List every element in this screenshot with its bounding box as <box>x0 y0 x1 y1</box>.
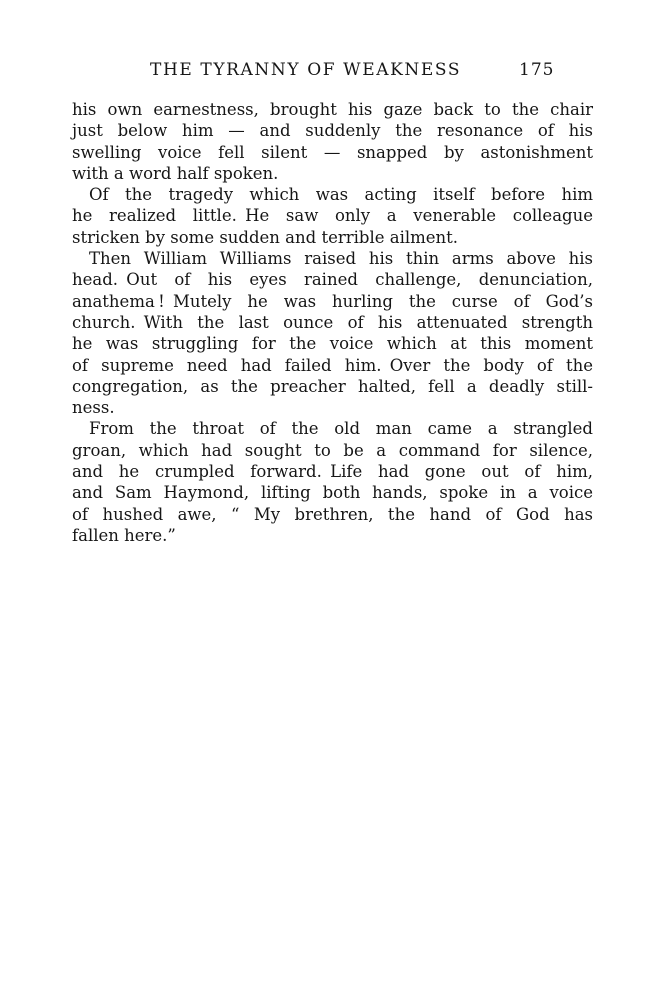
text-line: he realized little. He saw only a venerable colleague <box>72 206 593 226</box>
text-line: head. Out of his eyes rained challenge, denunciation, <box>72 270 593 290</box>
text-line: ness. <box>72 398 115 418</box>
text-line: with a word half spoken. <box>72 163 279 183</box>
text-line: Then William Williams raised his thin arms above his <box>89 249 593 269</box>
text-line: groan, which had sought to be a command for silence, <box>72 440 593 460</box>
text-line: just below him — and suddenly the resonance of his <box>72 121 593 141</box>
text-line: and Sam Haymond, lifting both hands, spoke in a voice <box>72 483 593 503</box>
page-header <box>0 60 664 84</box>
text-line: stricken by some sudden and terrible ailment. <box>72 227 459 247</box>
text-line: anathema ! Mutely he was hurling the curse of God’s <box>72 291 593 311</box>
text-line: Of the tragedy which was acting itself before him <box>89 185 593 205</box>
page-body <box>72 99 593 546</box>
text-line: of supreme need had failed him. Over the body of the <box>72 355 593 375</box>
text-line: his own earnestness, brought his gaze back to the chair <box>72 100 593 119</box>
text-line: he was struggling for the voice which at this moment <box>72 334 593 354</box>
text-line: swelling voice fell silent — snapped by astonishment <box>72 142 593 162</box>
text-line: congregation, as the preacher halted, fell a deadly still- <box>72 376 593 396</box>
text-line: church. With the last ounce of his attenuated strength <box>72 312 593 332</box>
running-title: THE TYRANNY OF WEAKNESS <box>150 60 462 80</box>
text-line: From the throat of the old man came a strangled <box>89 419 593 439</box>
text-line: of hushed awe, “ My brethren, the hand of God has <box>72 504 593 524</box>
page-number: 175 <box>519 60 555 80</box>
text-line: and he crumpled forward. Life had gone out of him, <box>72 462 593 482</box>
text-line: fallen here.” <box>72 525 176 545</box>
